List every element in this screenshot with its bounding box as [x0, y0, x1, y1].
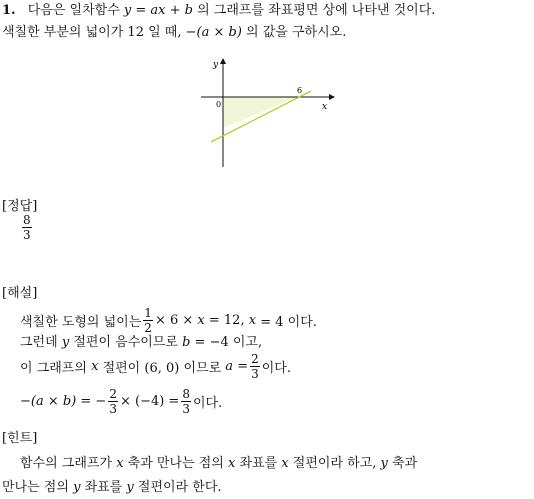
shaded-triangle: [223, 97, 298, 128]
explanation-line-3: [20, 349, 291, 383]
fraction-denominator: 3: [182, 401, 190, 416]
problem-expression: −(a × b): [185, 25, 242, 40]
problem-text-2b: 의 값을 구하시오.: [246, 25, 347, 40]
variable: x: [227, 456, 236, 471]
explanation-text: 절편이 음수이므로: [73, 335, 178, 350]
fraction-numerator: 2: [109, 386, 117, 401]
fraction: [250, 353, 260, 380]
fraction: [143, 307, 153, 334]
hint-line-1: [20, 455, 417, 473]
problem-text-1a: 다음은 일차함수: [27, 3, 120, 18]
fraction-numerator: 8: [182, 386, 190, 401]
answer-value: [20, 214, 34, 241]
explanation-text: 이다.: [261, 360, 291, 376]
variable: x: [248, 312, 257, 328]
explanation-expression: −(a × b) = −: [20, 393, 107, 409]
fraction-denominator: 3: [251, 366, 259, 381]
problem-equation: y = ax + b: [123, 3, 193, 18]
equals-sign: =: [237, 358, 249, 374]
explanation-line-1: [20, 303, 317, 337]
fraction-denominator: 2: [144, 320, 152, 335]
problem-line-1: [2, 2, 435, 20]
explanation-text: 색칠한 도형의 넓이는: [20, 314, 142, 330]
explanation-text: 그런데: [20, 335, 58, 350]
answer-label: [정답]: [2, 199, 38, 214]
fraction-denominator: 3: [109, 401, 117, 416]
explanation-text: × (−4) =: [119, 393, 180, 409]
hint-label: [힌트]: [2, 431, 38, 446]
hint-text: 절편이라 한다.: [137, 480, 222, 495]
hint-text: 절편이라 하고,: [292, 456, 377, 471]
x-axis-arrow: [329, 94, 335, 100]
problem-text-1b: 의 그래프를 좌표평면 상에 나타낸 것이다.: [197, 3, 436, 18]
hint-text: 만나는 점의: [2, 480, 69, 495]
hint-line-2: [2, 479, 222, 497]
variable: y: [73, 480, 81, 495]
explanation-text: 이 그래프의: [20, 360, 87, 376]
variable: x: [281, 456, 289, 471]
x-axis-label: x: [322, 102, 328, 112]
problem-text-2a: 색칠한 부분의 넓이가 12 일 때,: [2, 25, 182, 40]
answer-fraction: [22, 214, 32, 241]
y-axis-label: y: [213, 60, 219, 70]
hint-text: 좌표를: [239, 456, 278, 471]
variable: y: [126, 480, 134, 495]
answer-denominator: 3: [23, 228, 31, 242]
explanation-text: 절편이 (6, 0) 이므로: [102, 360, 222, 376]
variable: x: [91, 358, 99, 374]
hint-text: 좌표를: [84, 480, 123, 495]
fraction-numerator: 1: [144, 305, 152, 320]
explanation-text: × 6 ×: [154, 312, 194, 328]
explanation-label: [해설]: [2, 286, 38, 301]
variable: y: [61, 335, 70, 350]
variable: b: [182, 335, 191, 350]
x-intercept-label: 6: [297, 86, 303, 95]
explanation-text: = −4 이고,: [194, 335, 263, 350]
explanation-text: = 12,: [208, 312, 245, 328]
variable: x: [197, 312, 205, 328]
fraction-numerator: 2: [251, 351, 259, 366]
problem-number: 1.: [2, 3, 16, 18]
hint-text: 축과: [392, 456, 418, 471]
hint-text: 함수의 그래프가: [20, 456, 113, 471]
y-axis-arrow: [220, 58, 226, 64]
variable: x: [116, 456, 124, 471]
fraction: [181, 388, 191, 415]
origin-label: 0: [216, 100, 222, 109]
variable: a: [225, 358, 234, 374]
explanation-text: 이다.: [192, 395, 223, 411]
linear-function-graph: [195, 55, 340, 170]
explanation-line-4: [20, 384, 222, 418]
variable: y: [380, 456, 388, 471]
problem-line-2: [2, 24, 346, 42]
explanation-text: = 4 이다.: [260, 314, 317, 330]
answer-numerator: 8: [23, 213, 31, 227]
hint-text: 축과 만나는 점의: [127, 456, 224, 471]
fraction: [108, 388, 118, 415]
